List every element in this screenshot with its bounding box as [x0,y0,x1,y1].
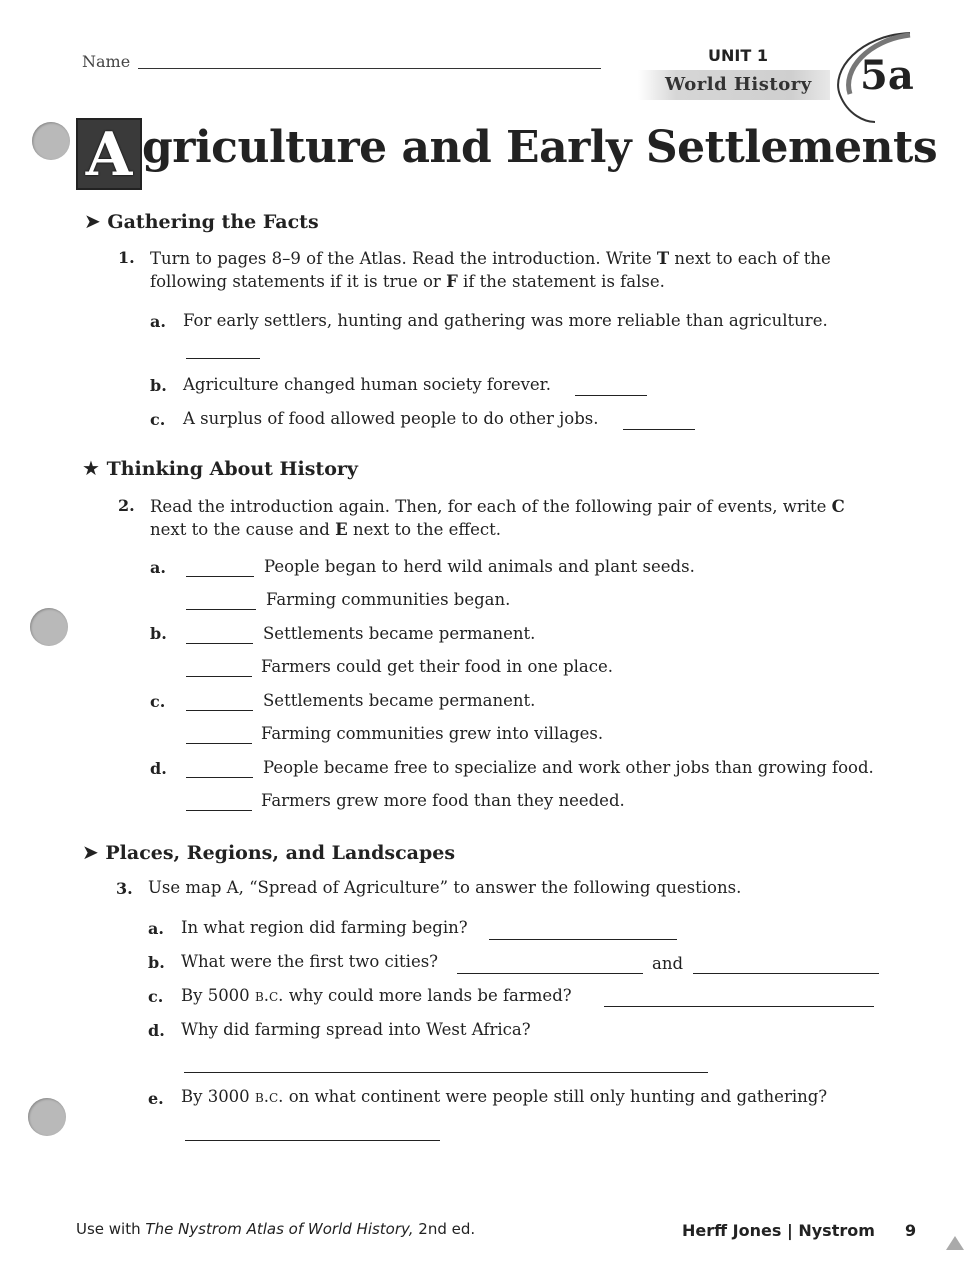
item-label: e. [148,1089,164,1108]
q3c-text [181,986,572,1005]
q3c-pre: By 5000 [181,986,250,1005]
q3a-text: In what region did farming begin? [181,918,468,937]
footer-publisher: Herff Jones | Nystrom [682,1221,875,1240]
q2b2-answer-blank[interactable] [186,676,252,677]
q2d1-text: People became free to specialize and work other jobs than growing food. [263,758,874,777]
q1-line2-start: following statements if it is true or [150,272,441,291]
item-label: b. [150,376,167,395]
question-3-text: Use map A, “Spread of Agriculture” to answer the following questions. [148,878,742,897]
q2a2-answer-blank[interactable] [186,609,256,610]
footer-use-with-label: Use with [76,1220,141,1238]
question-number: 3. [116,879,133,898]
item-label: a. [150,558,166,577]
q3c-post: why could more lands be farmed? [288,986,572,1005]
item-label: d. [150,759,167,778]
q1-line2-end: if the statement is false. [463,272,665,291]
q3e-pre: By 3000 [181,1087,250,1106]
q2-line2-end: next to the effect. [352,520,501,539]
question-number: 1. [118,248,135,267]
q2d2-text: Farmers grew more food than they needed. [261,791,625,810]
q1b-text: Agriculture changed human society forever. [183,375,551,394]
section-title: Thinking About History [106,458,358,480]
q2b1-answer-blank[interactable] [186,643,253,644]
q3c-answer-blank[interactable] [604,1006,874,1007]
q3d-text: Why did farming spread into West Africa? [181,1020,531,1039]
q2b1-text: Settlements became permanent. [263,624,536,643]
q3e-era: b.c. [254,1087,284,1106]
arrow-icon: ➤ [82,840,99,864]
item-label: a. [148,919,164,938]
item-label: c. [148,987,164,1006]
arrow-icon: ➤ [84,209,101,233]
q3b-answer-blank-2[interactable] [693,973,879,974]
item-label: c. [150,410,166,429]
q1-bold-T: T [656,249,670,268]
q1b-answer-blank[interactable] [575,395,647,396]
q2a1-text: People began to herd wild animals and plant seeds. [264,557,695,576]
q3a-answer-blank[interactable] [489,939,677,940]
unit-label: UNIT 1 [708,46,768,65]
item-label: b. [148,953,165,972]
q3d-answer-blank[interactable] [184,1072,708,1073]
triangle-icon [946,1236,964,1250]
q2b2-text: Farmers could get their food in one place. [261,657,614,676]
q1a-text: For early settlers, hunting and gathering was more reliable than agriculture. [183,311,828,330]
worksheet-number: 5a [860,52,914,99]
q3b-answer-blank-1[interactable] [457,973,643,974]
q2-line1: Read the introduction again. Then, for each of the following pair of events, write [150,497,827,516]
section-thinking-history [82,456,358,480]
binder-hole-top [32,122,70,160]
section-title: Places, Regions, and Landscapes [105,842,456,864]
page-title: griculture and Early Settlements [142,122,938,173]
binder-hole-bottom [28,1098,66,1136]
q1-bold-F: F [446,272,458,291]
footer-use-with [76,1220,475,1238]
name-field-line[interactable] [138,68,601,69]
q2c1-text: Settlements became permanent. [263,691,536,710]
q2a1-answer-blank[interactable] [186,576,254,577]
name-label: Name [82,52,131,71]
q3e-text [181,1087,827,1106]
q1c-text: A surplus of food allowed people to do other jobs. [183,409,599,428]
item-label: a. [150,312,166,331]
q3e-post: on what continent were people still only hunting and gathering? [288,1087,828,1106]
q2c2-answer-blank[interactable] [186,743,252,744]
footer-edition: 2nd ed. [418,1220,476,1238]
q3b-text: What were the first two cities? [181,952,439,971]
q2-bold-E: E [335,520,348,539]
q2-bold-C: C [831,497,845,516]
q2d2-answer-blank[interactable] [186,810,252,811]
q1c-answer-blank[interactable] [623,429,695,430]
title-drop-cap: A [76,118,142,190]
unit-title: World History [665,74,812,95]
item-label: b. [150,624,167,643]
section-gathering-facts [84,209,319,233]
q2c2-text: Farming communities grew into villages. [261,724,604,743]
q2-line2-start: next to the cause and [150,520,330,539]
footer-atlas-title: The Nystrom Atlas of World History, [145,1220,414,1238]
item-label: c. [150,692,166,711]
binder-hole-middle [30,608,68,646]
q2c1-answer-blank[interactable] [186,710,253,711]
q2a2-text: Farming communities began. [266,590,511,609]
question-1-text [150,247,880,293]
question-number: 2. [118,496,135,515]
section-places-regions [82,840,455,864]
page-number: 9 [905,1221,917,1240]
item-label: d. [148,1021,165,1040]
q3e-answer-blank[interactable] [185,1140,440,1141]
q3c-era: b.c. [254,986,284,1005]
q1a-answer-blank[interactable] [186,358,260,359]
q1-line1-end: next to each of the [674,249,831,268]
section-title: Gathering the Facts [107,211,319,233]
q2d1-answer-blank[interactable] [186,777,253,778]
star-icon: ★ [82,456,100,480]
question-2-text [150,495,880,541]
q3b-and: and [652,954,684,973]
q1-line1: Turn to pages 8–9 of the Atlas. Read the introduction. Write [150,249,652,268]
